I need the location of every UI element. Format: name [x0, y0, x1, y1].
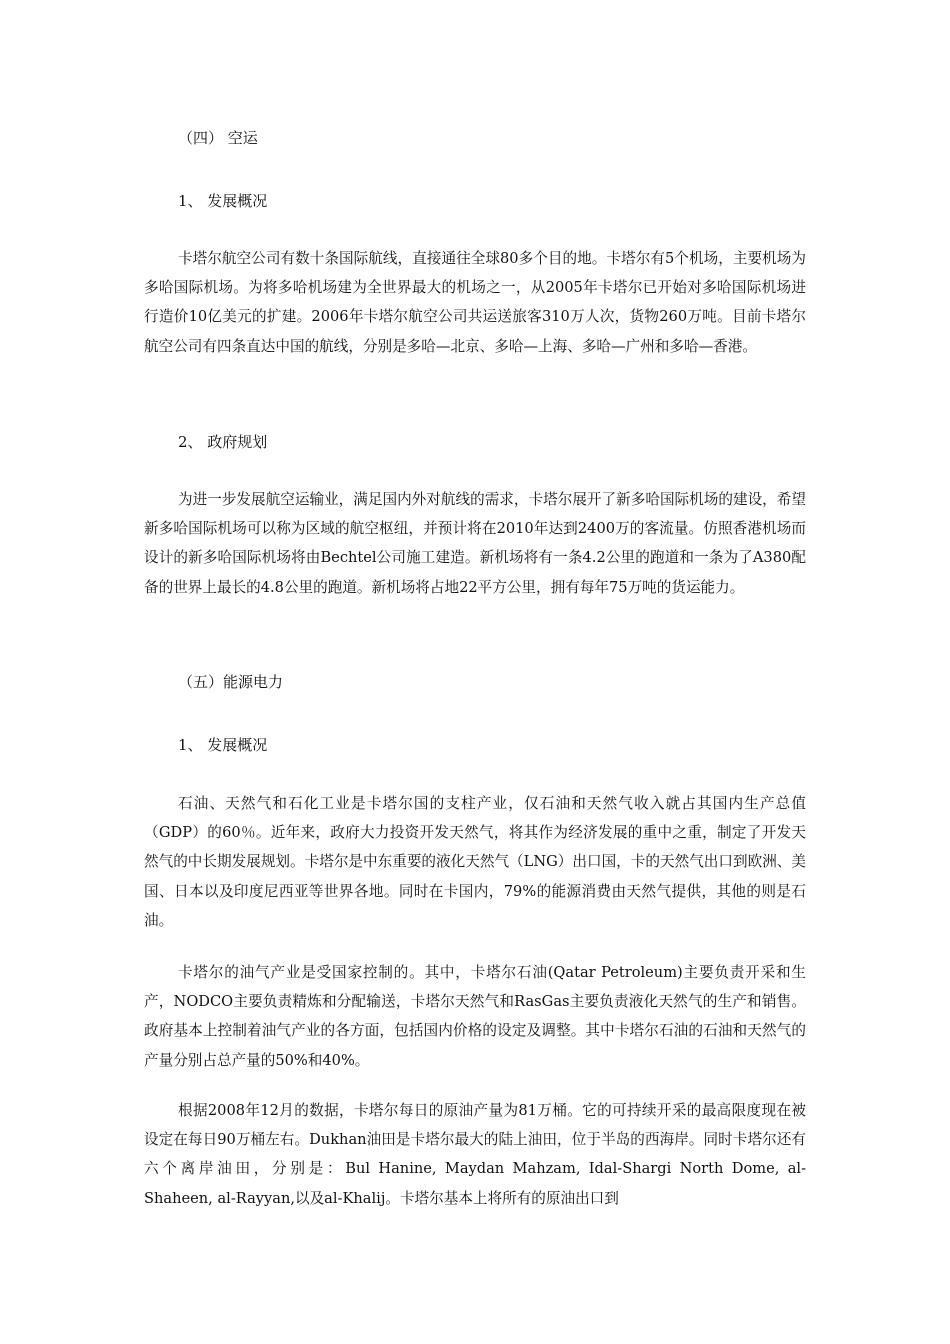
paragraph-state-control: 卡塔尔的油气产业是受国家控制的。其中，卡塔尔石油(Qatar Petroleum)主要负责开采和生产，NODCO主要负责精炼和分配输送，卡塔尔天然气和RasGas主要负责液化天然气的生产和销售。政府基本上控制着油气产业的各方面，包括国内价格的设定及调整。其中卡塔尔石油的石油和天然气的产量分别占总产量的50%和40%。	[144, 964, 806, 1069]
section-heading-energy-power: （五）能源电力	[178, 673, 284, 691]
subheading-development-overview: 1、 发展概况	[178, 192, 268, 210]
paragraph-oil-gas-industry: 石油、天然气和石化工业是卡塔尔国的支柱产业，仅石油和天然气收入就占其国内生产总值（GDP）的60％。近年来，政府大力投资开发天然气，将其作为经济发展的重中之重，制定了开发天然气的中长期发展规划。卡塔尔是中东重要的液化天然气（LNG）出口国，卡的天然气出口到欧洲、美国、日本以及印度尼西亚等世界各地。同时在卡国内，79%的能源消费由天然气提供，其他的则是石油。	[144, 795, 806, 929]
subheading-government-planning: 2、 政府规划	[178, 433, 268, 451]
section-heading-air-transport: （四） 空运	[178, 129, 258, 147]
paragraph-crude-production: 根据2008年12月的数据，卡塔尔每日的原油产量为81万桶。它的可持续开采的最高限度现在被设定在每日90万桶左右。Dukhan油田是卡塔尔最大的陆上油田，位于半岛的西海岸。同时卡塔尔还有六个离岸油田，分别是：Bul Hanine, Maydan Mahzam, Idal-Shargi North Dome, al-Shaheen, al-Rayyan,以及al-Khalij。卡塔尔基本上将所有的原油出口到	[144, 1102, 806, 1207]
paragraph-airline-overview: 卡塔尔航空公司有数十条国际航线，直接通往全球80多个目的地。卡塔尔有5个机场，主要机场为多哈国际机场。为将多哈机场建为全世界最大的机场之一，从2005年卡塔尔已开始对多哈国际机场进行造价10亿美元的扩建。2006年卡塔尔航空公司共运送旅客310万人次，货物260万吨。目前卡塔尔航空公司有四条直达中国的航线，分别是多哈—北京、多哈—上海、多哈—广州和多哈—香港。	[144, 250, 806, 355]
subheading-energy-overview: 1、 发展概况	[178, 736, 268, 754]
paragraph-new-airport-plan: 为进一步发展航空运输业，满足国内外对航线的需求，卡塔尔展开了新多哈国际机场的建设，希望新多哈国际机场可以称为区域的航空枢纽，并预计将在2010年达到2400万的客流量。仿照香港机场而设计的新多哈国际机场将由Bechtel公司施工建造。新机场将有一条4.2公里的跑道和一条为了A380配备的世界上最长的4.8公里的跑道。新机场将占地22平方公里，拥有每年75万吨的货运能力。	[144, 491, 806, 596]
